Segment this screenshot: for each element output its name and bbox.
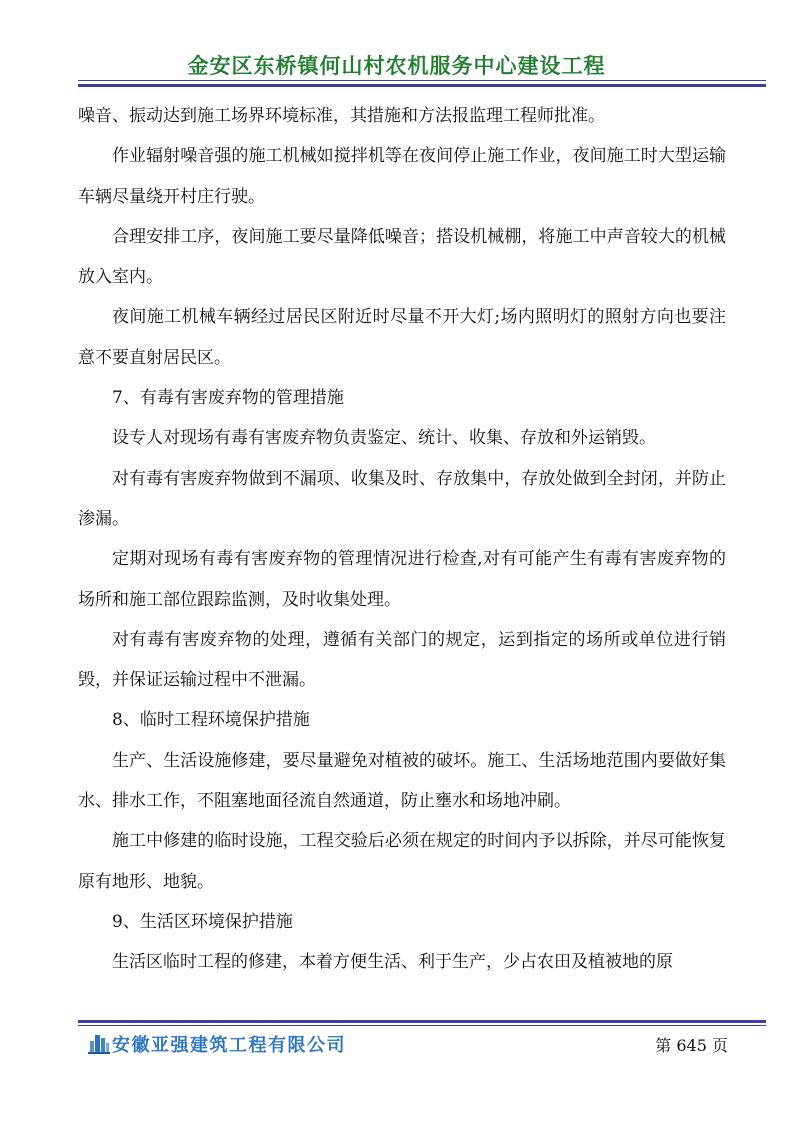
paragraph: 定期对现场有毒有害废弃物的管理情况进行检查,对有可能产生有毒有害废弃物的场所和施工部位跟踪监测，及时收集处理。 — [78, 549, 726, 610]
page-number: 第 645 页 — [655, 1036, 728, 1055]
paragraph: 7、有毒有害废弃物的管理措施 — [112, 388, 344, 409]
paragraph: 8、临时工程环境保护措施 — [112, 710, 310, 731]
paragraph: 对有毒有害废弃物做到不漏项、收集及时、存放集中，存放处做到全封闭，并防止渗漏。 — [78, 468, 726, 529]
paragraph: 合理安排工序，夜间施工要尽量降低噪音；搭设机械棚，将施工中声音较大的机械放入室内。 — [78, 226, 726, 288]
paragraph: 对有毒有害废弃物的处理，遵循有关部门的规定，运到指定的场所或单位进行销毁，并保证运输过程中不泄漏。 — [78, 629, 726, 691]
paragraph: 生产、生活设施修建，要尽量避免对植被的破坏。施工、生活场地范围内要做好集水、排水工作，不阻塞地面径流自然通道，防止壅水和场地冲刷。 — [78, 750, 726, 812]
footer-rule-thick — [78, 1020, 766, 1023]
footer-rule-thin — [78, 1025, 766, 1026]
paragraph: 噪音、振动达到施工场界环境标准，其措施和方法报监理工程师批准。 — [78, 106, 605, 126]
paragraph: 夜间施工机械车辆经过居民区附近时尽量不开大灯;场内照明灯的照射方向也要注意不要直射居民区。 — [78, 307, 726, 368]
paragraph: 设专人对现场有毒有害废弃物负责鉴定、统计、收集、存放和外运销毁。 — [112, 428, 656, 449]
paragraph: 施工中修建的临时设施，工程交验后必须在规定的时间内予以拆除，并尽可能恢复原有地形、地貌。 — [78, 831, 726, 892]
building-logo-icon — [88, 1032, 110, 1054]
document-body — [78, 96, 726, 983]
paragraph: 9、生活区环境保护措施 — [112, 911, 293, 932]
paragraph: 生活区临时工程的修建，本着方便生活、利于生产，少占农田及植被地的原 — [112, 952, 673, 973]
header-rule-thick — [78, 84, 766, 87]
header-rule-thin — [78, 80, 766, 81]
page-footer — [78, 1030, 728, 1058]
header-title: 金安区东桥镇何山村农机服务中心建设工程 — [187, 54, 606, 78]
company-name: 安徽亚强建筑工程有限公司 — [112, 1035, 346, 1056]
paragraph: 作业辐射噪音强的施工机械如搅拌机等在夜间停止施工作业，夜间施工时大型运输车辆尽量绕开村庄行驶。 — [78, 146, 726, 207]
